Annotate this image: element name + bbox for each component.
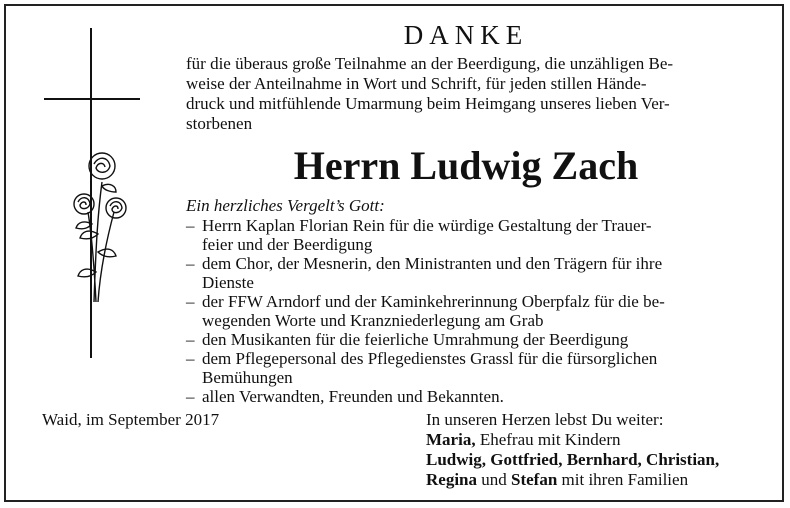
list-item (186, 387, 746, 406)
thanks-list (186, 216, 746, 406)
place-date: Waid, im September 2017 (42, 410, 220, 429)
list-item-line: Dienste (202, 273, 254, 292)
intro-line: druck und mitfühlende Umarmung beim Heimgang unseres lieben Ver- (186, 94, 670, 113)
dash: – (186, 292, 195, 311)
family-name: Regina (426, 470, 477, 489)
dash: – (186, 216, 195, 235)
family-intro: In unseren Herzen lebst Du weiter: (426, 410, 664, 429)
list-item-line: dem Pflegepersonal des Pflegedienstes Grassl für die fürsorglichen (202, 349, 658, 368)
dash: – (186, 254, 195, 273)
list-item (186, 292, 746, 330)
family-text: Ehefrau mit Kindern (475, 430, 621, 449)
list-item-line: der FFW Arndorf und der Kaminkehrerinnung Oberpfalz für die be- (202, 292, 665, 311)
list-item-line: feier und der Beerdigung (202, 235, 373, 254)
heading: DANKE (403, 20, 529, 50)
deceased-name: Herrn Ludwig Zach (293, 143, 639, 188)
intro-line: für die überaus große Teilnahme an der Beerdigung, die unzähligen Be- (186, 54, 674, 73)
family-line (426, 470, 756, 490)
family-line (426, 430, 756, 450)
list-item (186, 330, 746, 349)
cross-with-roses (40, 24, 160, 364)
dash: – (186, 387, 195, 406)
intro-line: weise der Anteilnahme in Wort und Schrift, für jeden stillen Hände- (186, 74, 647, 93)
family-text: und (477, 470, 511, 489)
intro-text (186, 54, 746, 134)
cross-bar (44, 98, 140, 100)
family-name: Maria, (426, 430, 476, 449)
list-item-line: allen Verwandten, Freunden und Bekannten. (202, 387, 504, 406)
family-name: Ludwig, Gottfried, Bernhard, Christian, (426, 450, 720, 469)
list-item-line: Herrn Kaplan Florian Rein für die würdige Gestaltung der Trauer- (202, 216, 652, 235)
roses-icon (58, 142, 138, 312)
intro-line: storbenen (186, 114, 253, 133)
list-item-line: Bemühungen (202, 368, 293, 387)
family-text: mit ihren Familien (557, 470, 689, 489)
thanks-title: Ein herzliches Vergelt’s Gott: (186, 196, 385, 215)
family-line (426, 450, 756, 470)
family-name: Stefan (511, 470, 558, 489)
list-item (186, 216, 746, 254)
dash: – (186, 330, 195, 349)
list-item-line: dem Chor, der Mesnerin, den Ministranten und den Trägern für ihre (202, 254, 663, 273)
list-item (186, 254, 746, 292)
list-item-line: wegenden Worte und Kranzniederlegung am Grab (202, 311, 544, 330)
dash: – (186, 349, 195, 368)
notice-content (186, 20, 746, 406)
list-item (186, 349, 746, 387)
list-item-line: den Musikanten für die feierliche Umrahmung der Beerdigung (202, 330, 629, 349)
family-signature (426, 410, 756, 490)
